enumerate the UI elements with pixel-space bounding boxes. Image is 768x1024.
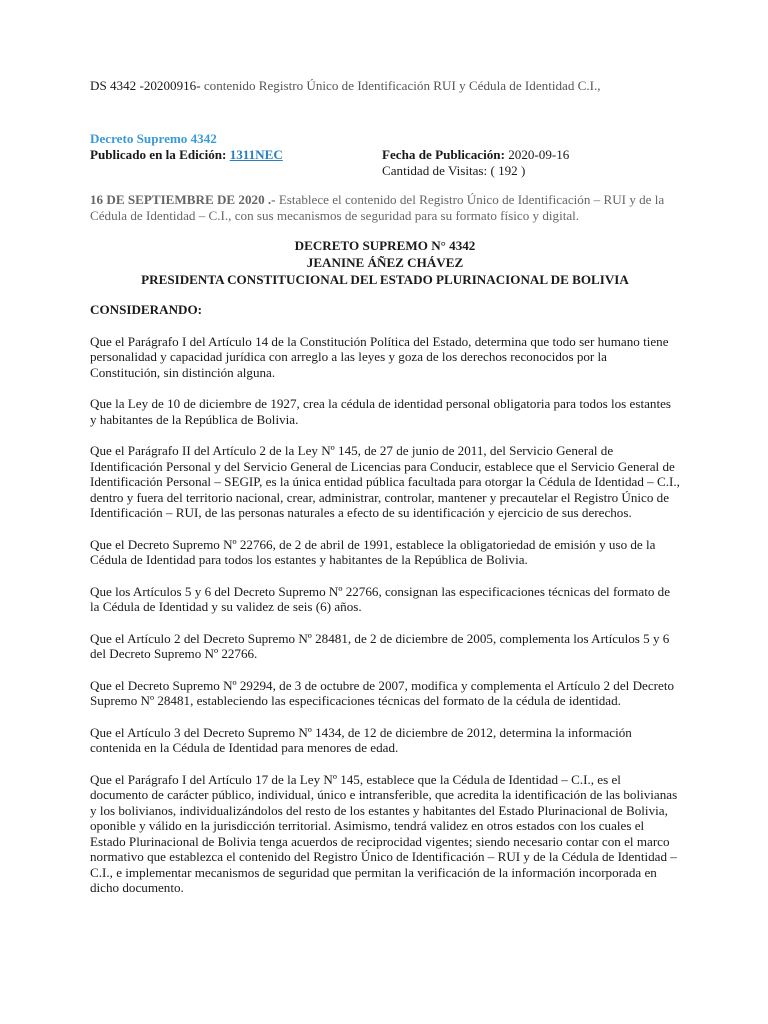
paragraph: Que el Parágrafo I del Artículo 17 de la Ley Nº 145, establece que la Cédula de Identidad – C.I., es el documento de carácter público, individual, único e intransferible, que acredita la identificación de las bolivianas y los bolivianos, individualizándolos del resto de los estantes y habitantes del Estado Plurinacional de Bolivia, oponible y válido en la jurisdicción territorial. Asimismo, tendrá validez en otros estados con los cuales el Estado Plurinacional de Bolivia tenga acuerdos de reciprocidad vigentes; siendo necesario contar con el marco normativo que establezca el contenido del Registro Único de Identificación – RUI y de la Cédula de Identidad – C.I., e implementar mecanismos de seguridad que permitan la verificación de la información incorporada en dicho documento. bbox=[90, 771, 678, 895]
paragraph: Que la Ley de 10 de diciembre de 1927, crea la cédula de identidad personal obligatoria para todos los estantes y habitantes de la República de Bolivia. bbox=[90, 396, 672, 427]
paragraph: Que el Artículo 3 del Decreto Supremo Nº 1434, de 12 de diciembre de 2012, determina la información contenida en la Cédula de Identidad para menores de edad. bbox=[90, 724, 632, 755]
edition-info bbox=[90, 147, 382, 163]
document-subtitle: contenido Registro Único de Identificación RUI y Cédula de Identidad C.I., bbox=[203, 78, 601, 93]
publication-date bbox=[382, 147, 569, 163]
paragraph: Que el Parágrafo II del Artículo 2 de la Ley Nº 145, de 27 de junio de 2011, del Servicio General de Identificación Personal y del Servicio General de Licencias para Conducir, establece que el Servicio General de Identificación Personal – SEGIP, es la única entidad pública facultada para otorgar la Cédula de Identidad – C.I., dentro y fuera del territorio nacional, crear, administrar, controlar, mantener y precautelar el Registro Único de Identificación – RUI, de las personas naturales a efecto de su identificación y ejercicio de sus derechos. bbox=[90, 443, 680, 520]
considerando-body bbox=[90, 334, 680, 896]
considerando-heading: CONSIDERANDO: bbox=[90, 302, 203, 317]
decree-summary bbox=[90, 192, 680, 223]
visit-count: Cantidad de Visitas: ( 192 ) bbox=[382, 162, 526, 178]
decree-heading bbox=[90, 237, 680, 288]
document-title bbox=[90, 78, 680, 94]
document-page bbox=[90, 78, 680, 896]
decree-number: DECRETO SUPREMO N° 4342 bbox=[294, 238, 476, 253]
president-title: PRESIDENTA CONSTITUCIONAL DEL ESTADO PLURINACIONAL DE BOLIVIA bbox=[141, 272, 629, 287]
paragraph: Que el Parágrafo I del Artículo 14 de la Constitución Política del Estado, determina que todo ser humano tiene personalidad y capacidad jurídica con arreglo a las leyes y goza de los derechos reconocidos por la Constitución, sin distinción alguna. bbox=[90, 333, 669, 380]
president-name: JEANINE ÁÑEZ CHÁVEZ bbox=[306, 255, 464, 270]
paragraph: Que los Artículos 5 y 6 del Decreto Supremo Nº 22766, consignan las especificaciones técnicas del formato de la Cédula de Identidad y su validez de seis (6) años. bbox=[90, 583, 671, 614]
summary-date: 16 DE SEPTIEMBRE DE 2020 .- bbox=[90, 192, 276, 207]
document-code: DS 4342 -20200916- bbox=[90, 78, 201, 93]
edition-link[interactable]: 1311NEC bbox=[229, 147, 283, 162]
publication-row bbox=[90, 147, 680, 163]
publication-date-value: 2020-09-16 bbox=[508, 147, 570, 162]
publication-date-label: Fecha de Publicación: bbox=[382, 147, 505, 162]
paragraph: Que el Decreto Supremo Nº 22766, de 2 de abril de 1991, establece la obligatoriedad de emisión y uso de la Cédula de Identidad para todos los estantes y habitantes de la República de Bolivia. bbox=[90, 536, 656, 567]
summary-text: Establece el contenido del Registro Único de Identificación – RUI y de la Cédula de Identidad – C.I., con sus mecanismos de seguridad para su formato físico y digital. bbox=[90, 192, 665, 223]
paragraph: Que el Decreto Supremo Nº 29294, de 3 de octubre de 2007, modifica y complementa el Artículo 2 del Decreto Supremo Nº 28481, estableciendo las especificaciones técnicas del formato de la cédula de identidad. bbox=[90, 677, 675, 708]
paragraph: Que el Artículo 2 del Decreto Supremo Nº 28481, de 2 de diciembre de 2005, complementa los Artículos 5 y 6 del Decreto Supremo Nº 22766. bbox=[90, 630, 670, 661]
edition-label: Publicado en la Edición: bbox=[90, 147, 227, 162]
decree-link[interactable]: Decreto Supremo 4342 bbox=[90, 130, 217, 146]
